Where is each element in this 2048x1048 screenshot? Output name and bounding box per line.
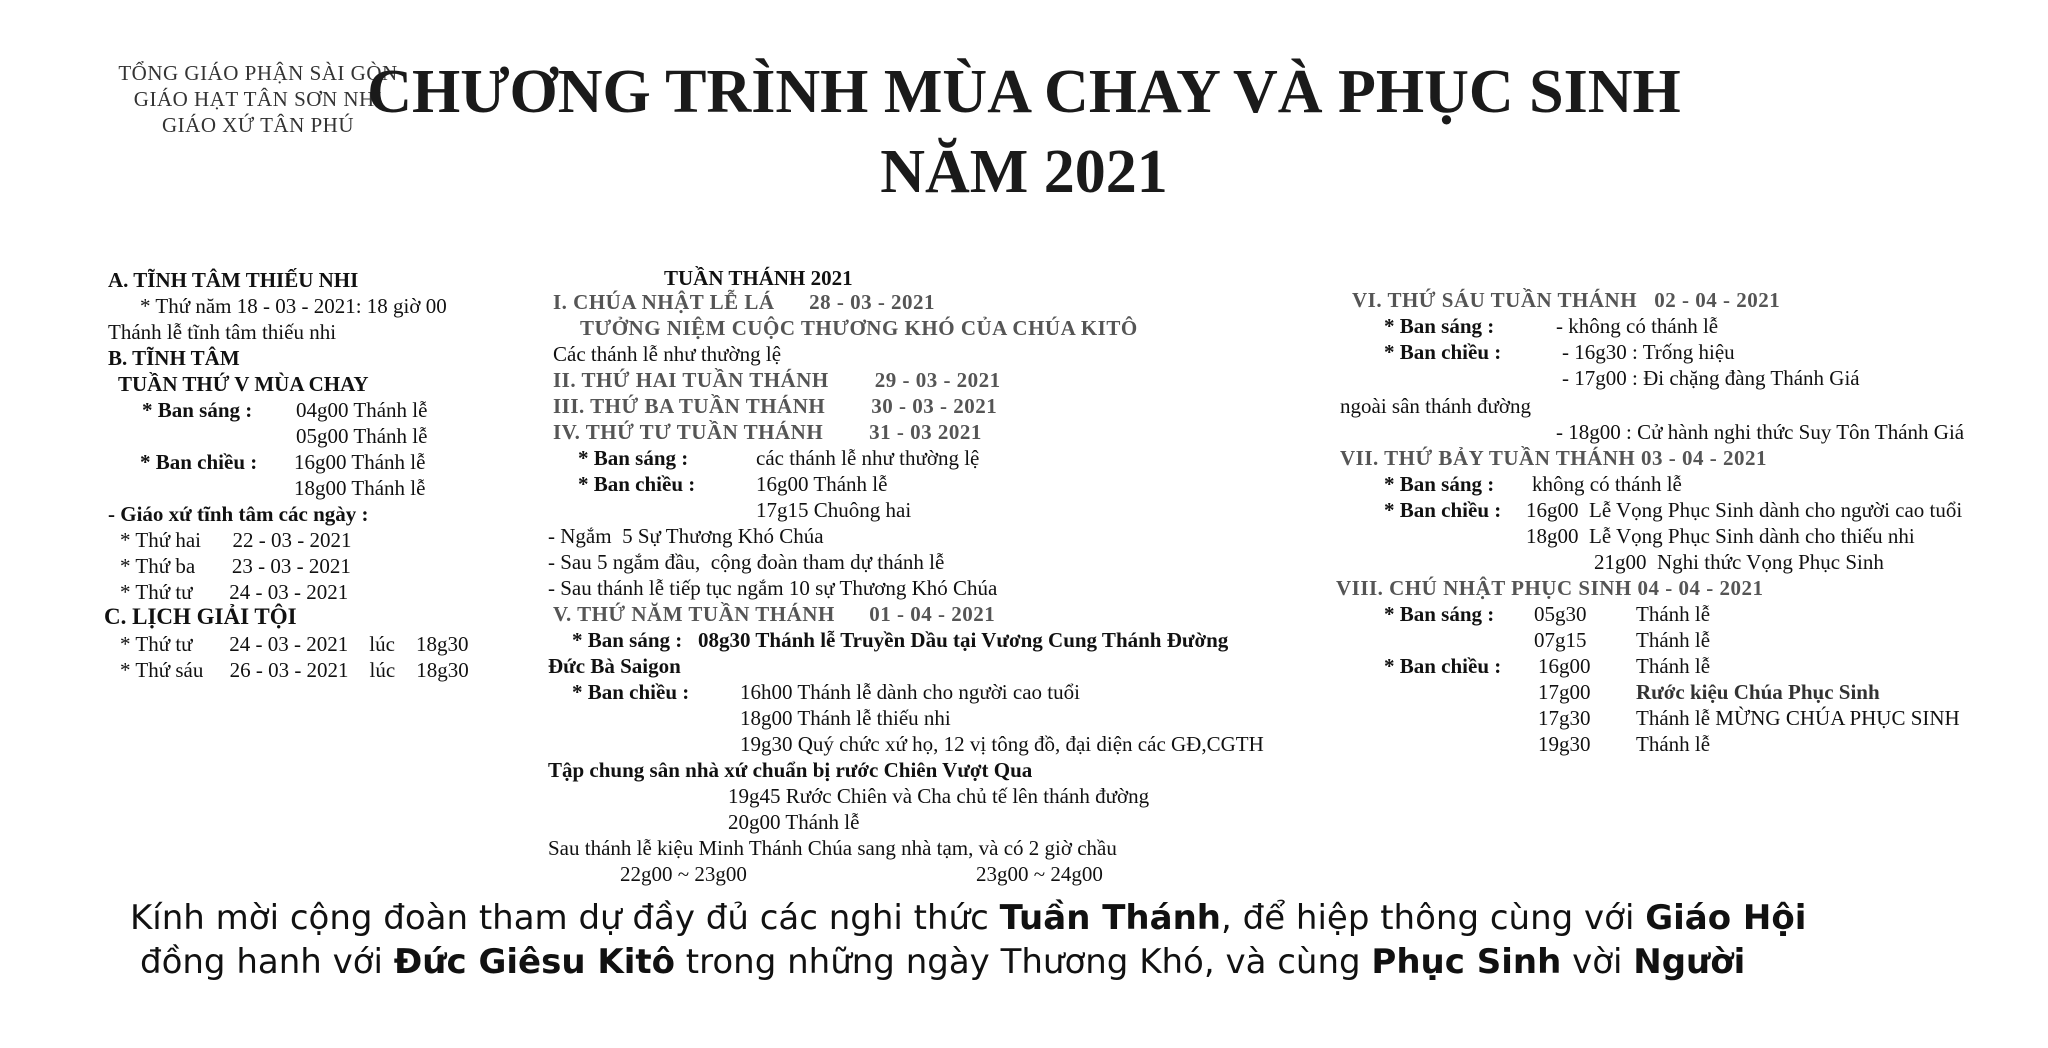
section-i-title: I. CHÚA NHẬT LỄ LÁ 28 - 03 - 2021 (553, 290, 936, 314)
section-ii-title: II. THỨ HAI TUẦN THÁNH 29 - 03 - 2021 (553, 368, 1001, 392)
section-iv-title: IV. THỨ TƯ TUẦN THÁNH 31 - 03 2021 (553, 420, 982, 444)
section-v-afternoon-1: 16h00 Thánh lễ dành cho người cao tuổi (740, 680, 1080, 704)
retreat-day-1: * Thứ hai 22 - 03 - 2021 (120, 528, 352, 552)
section-iv-afternoon-2: 17g15 Chuông hai (756, 498, 912, 522)
section-b-afternoon-1: 16g00 Thánh lễ (294, 450, 426, 474)
section-viii-afternoon-2-text: Rước kiệu Chúa Phục Sinh (1636, 680, 1880, 704)
section-v-title: V. THỨ NĂM TUẦN THÁNH 01 - 04 - 2021 (553, 602, 996, 626)
section-v-gathering-1: 19g45 Rước Chiên và Cha chủ tế lên thánh đường (728, 784, 1150, 808)
section-vi-morning: - không có thánh lễ (1556, 314, 1719, 338)
section-b-subtitle: TUẦN THỨ V MÙA CHAY (118, 372, 369, 396)
section-b-morning-1: 04g00 Thánh lễ (296, 398, 428, 422)
section-viii-morning-label: * Ban sáng : (1384, 602, 1495, 626)
section-viii-morning-2-text: Thánh lễ (1636, 628, 1711, 652)
section-viii-afternoon-1-time: 16g00 (1538, 654, 1591, 678)
section-viii-afternoon-label: * Ban chiều : (1384, 654, 1502, 678)
section-iv-note-2: - Sau 5 ngắm đầu, cộng đoàn tham dự thánh lễ (548, 550, 945, 574)
section-v-gathering: Tập chung sân nhà xứ chuẩn bị rước Chiên Vượt Qua (548, 758, 1033, 782)
section-iv-morning: các thánh lễ như thường lệ (756, 446, 980, 470)
section-iv-afternoon-1: 16g00 Thánh lễ (756, 472, 888, 496)
section-iv-afternoon-label: * Ban chiều : (578, 472, 696, 496)
footer-line2-e: vời (1561, 942, 1634, 982)
retreat-day-2: * Thứ ba 23 - 03 - 2021 (120, 554, 351, 578)
section-viii-title: VIII. CHÚ NHẬT PHỤC SINH 04 - 04 - 2021 (1336, 576, 1764, 600)
section-viii-afternoon-3-time: 17g30 (1538, 706, 1591, 730)
section-viii-afternoon-2-time: 17g00 (1538, 680, 1591, 704)
parish-header-line2: GIÁO HẠT TÂN SƠN NHÌ (133, 87, 383, 111)
section-viii-morning-1-time: 05g30 (1534, 602, 1587, 626)
section-viii-morning-1-text: Thánh lễ (1636, 602, 1711, 626)
section-vi-courtyard: ngoài sân thánh đường (1340, 394, 1532, 418)
footer-line2-f: Người (1633, 942, 1746, 982)
section-viii-morning-2-time: 07g15 (1534, 628, 1587, 652)
retreat-day-3: * Thứ tư 24 - 03 - 2021 (120, 580, 349, 604)
section-vii-afternoon-3: 21g00 Nghi thức Vọng Phục Sinh (1594, 550, 1884, 574)
section-vii-morning-label: * Ban sáng : (1384, 472, 1495, 496)
section-v-adoration-1: 22g00 ~ 23g00 (620, 862, 747, 886)
section-a-line2: Thánh lễ tĩnh tâm thiếu nhi (108, 320, 337, 344)
section-i-subtitle: TƯỞNG NIỆM CUỘC THƯƠNG KHÓ CỦA CHÚA KITÔ (580, 316, 1138, 340)
footer-line1-a: Kính mời cộng đoàn tham dự đầy đủ các nghi thức (130, 898, 1000, 938)
footer-line1-d: Giáo Hội (1645, 898, 1807, 938)
section-vi-afternoon-label: * Ban chiều : (1384, 340, 1502, 364)
section-iv-note-1: - Ngắm 5 Sự Thương Khó Chúa (548, 524, 824, 548)
section-viii-afternoon-4-text: Thánh lễ (1636, 732, 1711, 756)
section-b-afternoon-label: * Ban chiều : (140, 450, 258, 474)
footer-line2 (140, 940, 1745, 984)
section-vi-afternoon-3: - 18g00 : Cử hành nghi thức Suy Tôn Thánh Giá (1556, 420, 1965, 444)
section-vi-afternoon-2: - 17g00 : Đi chặng đàng Thánh Giá (1562, 366, 1860, 390)
section-v-afternoon-2: 18g00 Thánh lễ thiếu nhi (740, 706, 951, 730)
section-v-gathering-2: 20g00 Thánh lễ (728, 810, 860, 834)
section-viii-afternoon-1-text: Thánh lễ (1636, 654, 1711, 678)
parish-header-line3: GIÁO XỨ TÂN PHÚ (162, 113, 354, 137)
section-iii-title: III. THỨ BA TUẦN THÁNH 30 - 03 - 2021 (553, 394, 998, 418)
page-title-line2: NĂM 2021 (880, 138, 1168, 206)
section-iv-note-3: - Sau thánh lễ tiếp tục ngắm 10 sự Thương Khó Chúa (548, 576, 998, 600)
section-vii-morning: không có thánh lễ (1532, 472, 1682, 496)
section-vii-afternoon-1: 16g00 Lễ Vọng Phục Sinh dành cho người cao tuổi (1526, 498, 1963, 522)
footer-line1 (130, 896, 1806, 940)
section-vii-afternoon-2: 18g00 Lễ Vọng Phục Sinh dành cho thiếu nhi (1526, 524, 1915, 548)
footer-line2-a: đồng hanh với (140, 942, 394, 982)
section-b-afternoon-2: 18g00 Thánh lễ (294, 476, 426, 500)
footer-line2-c: trong những ngày Thương Khó, và cùng (675, 942, 1372, 982)
section-v-adoration-2: 23g00 ~ 24g00 (976, 862, 1103, 886)
footer-line2-b: Đức Giêsu Kitô (393, 942, 675, 982)
footer-line1-b: Tuần Thánh (999, 898, 1221, 938)
section-viii-afternoon-3-text: Thánh lễ MỪNG CHÚA PHỤC SINH (1636, 706, 1960, 730)
section-vii-title: VII. THỨ BẢY TUẦN THÁNH 03 - 04 - 2021 (1340, 446, 1767, 470)
parish-header-line1: TỔNG GIÁO PHẬN SÀI GÒN (118, 61, 398, 85)
section-vi-morning-label: * Ban sáng : (1384, 314, 1495, 338)
section-v-afternoon-3: 19g30 Quý chức xứ họ, 12 vị tông đồ, đại diện các GĐ,CGTH (740, 732, 1264, 756)
retreat-days-title: - Giáo xứ tĩnh tâm các ngày : (108, 502, 369, 526)
section-a-line1: * Thứ năm 18 - 03 - 2021: 18 giờ 00 (140, 294, 447, 318)
section-vii-afternoon-label: * Ban chiều : (1384, 498, 1502, 522)
confession-2: * Thứ sáu 26 - 03 - 2021 lúc 18g30 (120, 658, 469, 682)
section-viii-afternoon-4-time: 19g30 (1538, 732, 1591, 756)
section-i-line1: Các thánh lễ như thường lệ (553, 342, 782, 366)
footer-line1-c: , để hiệp thông cùng với (1221, 898, 1646, 938)
section-v-morning: * Ban sáng : 08g30 Thánh lễ Truyền Dầu tại Vương Cung Thánh Đường (572, 628, 1229, 652)
footer-line2-d: Phục Sinh (1371, 942, 1562, 982)
section-v-after-mass: Sau thánh lễ kiệu Minh Thánh Chúa sang nhà tạm, và có 2 giờ chầu (548, 836, 1117, 860)
section-a-title: A. TĨNH TÂM THIẾU NHI (108, 268, 359, 292)
confession-1: * Thứ tư 24 - 03 - 2021 lúc 18g30 (120, 632, 469, 656)
section-vi-title: VI. THỨ SÁU TUẦN THÁNH 02 - 04 - 2021 (1352, 288, 1781, 312)
page-title-line1: CHƯƠNG TRÌNH MÙA CHAY VÀ PHỤC SINH (367, 58, 1681, 126)
section-b-title: B. TĨNH TÂM (108, 346, 240, 370)
holy-week-heading: TUẦN THÁNH 2021 (664, 266, 853, 290)
section-c-title: C. LỊCH GIẢI TỘI (104, 604, 297, 629)
section-iv-morning-label: * Ban sáng : (578, 446, 689, 470)
section-b-morning-2: 05g00 Thánh lễ (296, 424, 428, 448)
section-b-morning-label: * Ban sáng : (142, 398, 253, 422)
section-v-morning-2: Đức Bà Saigon (548, 654, 681, 678)
section-vi-afternoon-1: - 16g30 : Trống hiệu (1562, 340, 1735, 364)
section-v-afternoon-label: * Ban chiều : (572, 680, 690, 704)
